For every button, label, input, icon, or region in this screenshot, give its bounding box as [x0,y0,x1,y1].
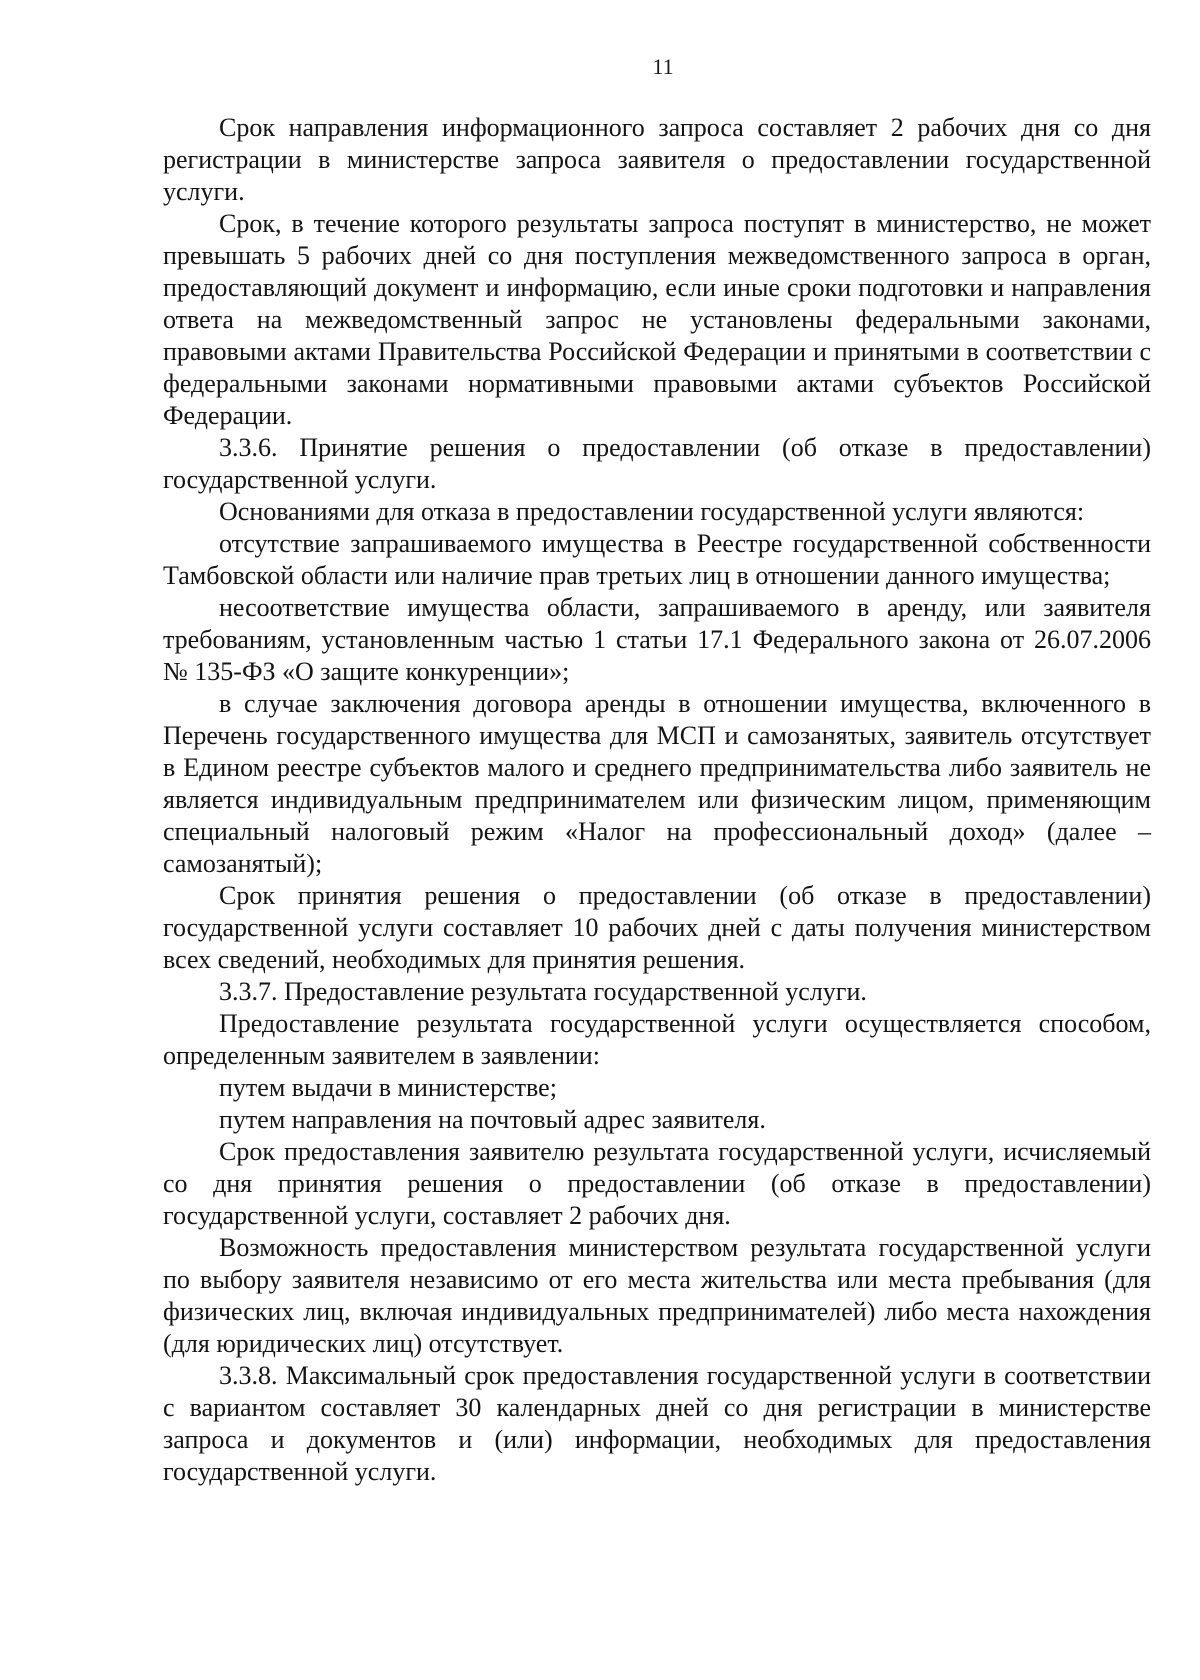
paragraph-10: Предоставление результата государственной услуги осуществляется способом, определенным заявителем в заявлении: [163,1009,1151,1070]
paragraph-6: несоответствие имущества области, запрашиваемого в аренду, или заявителя требованиям, установленным частью 1 статьи 17.1 Федерального закона от 26.07.2006 № 135-ФЗ «О защите конкуренции»; [163,593,1151,686]
paragraph-3: 3.3.6. Принятие решения о предоставлении (об отказе в предоставлении) государственной услуги. [163,433,1151,494]
paragraph-9: 3.3.7. Предоставление результата государственной услуги. [219,977,867,1006]
page-number: 11 [652,54,674,79]
paragraph-11: путем выдачи в министерстве; [219,1073,557,1102]
paragraph-5: отсутствие запрашиваемого имущества в Реестре государственной собственности Тамбовской области или наличие прав третьих лиц в отношении данного имущества; [163,529,1151,590]
paragraph-8: Срок принятия решения о предоставлении (об отказе в предоставлении) государственной услуги составляет 10 рабочих дней с даты получения министерством всех сведений, необходимых для принятия решения. [163,881,1151,974]
paragraph-4: Основаниями для отказа в предоставлении государственной услуги являются: [219,497,1085,526]
paragraph-7: в случае заключения договора аренды в отношении имущества, включенного в Перечень государственного имущества для МСП и самозанятых, заявитель отсутствует в Едином реестре субъектов малого и среднего предпринимательства либо заявитель не является индивидуальным предпринимателем или физическим лицом, применяющим специальный налоговый режим «Налог на профессиональный доход» (далее – самозанятый); [163,689,1151,878]
paragraph-12: путем направления на почтовый адрес заявителя. [219,1105,766,1134]
paragraph-15: 3.3.8. Максимальный срок предоставления государственной услуги в соответствии с вариантом составляет 30 календарных дней со дня регистрации в министерстве запроса и документов и (или) информации, необходимых для предоставления государственной услуги. [163,1361,1151,1486]
paragraph-13: Срок предоставления заявителю результата государственной услуги, исчисляемый со дня принятия решения о предоставлении (об отказе в предоставлении) государственной услуги, составляет 2 рабочих дня. [163,1137,1151,1230]
paragraph-14: Возможность предоставления министерством результата государственной услуги по выбору заявителя независимо от его места жительства или места пребывания (для физических лиц, включая индивидуальных предпринимателей) либо места нахождения (для юридических лиц) отсутствует. [163,1233,1151,1358]
paragraph-1: Срок направления информационного запроса составляет 2 рабочих дня со дня регистрации в министерстве запроса заявителя о предоставлении государственной услуги. [163,113,1151,206]
document-body [163,112,1151,1488]
paragraph-2: Срок, в течение которого результаты запроса поступят в министерство, не может превышать 5 рабочих дней со дня поступления межведомственного запроса в орган, предоставляющий документ и информацию, если иные сроки подготовки и направления ответа на межведомственный запрос не установлены федеральными законами, правовыми актами Правительства Российской Федерации и принятыми в соответствии с федеральными законами нормативными правовыми актами субъектов Российской Федерации. [163,209,1151,430]
